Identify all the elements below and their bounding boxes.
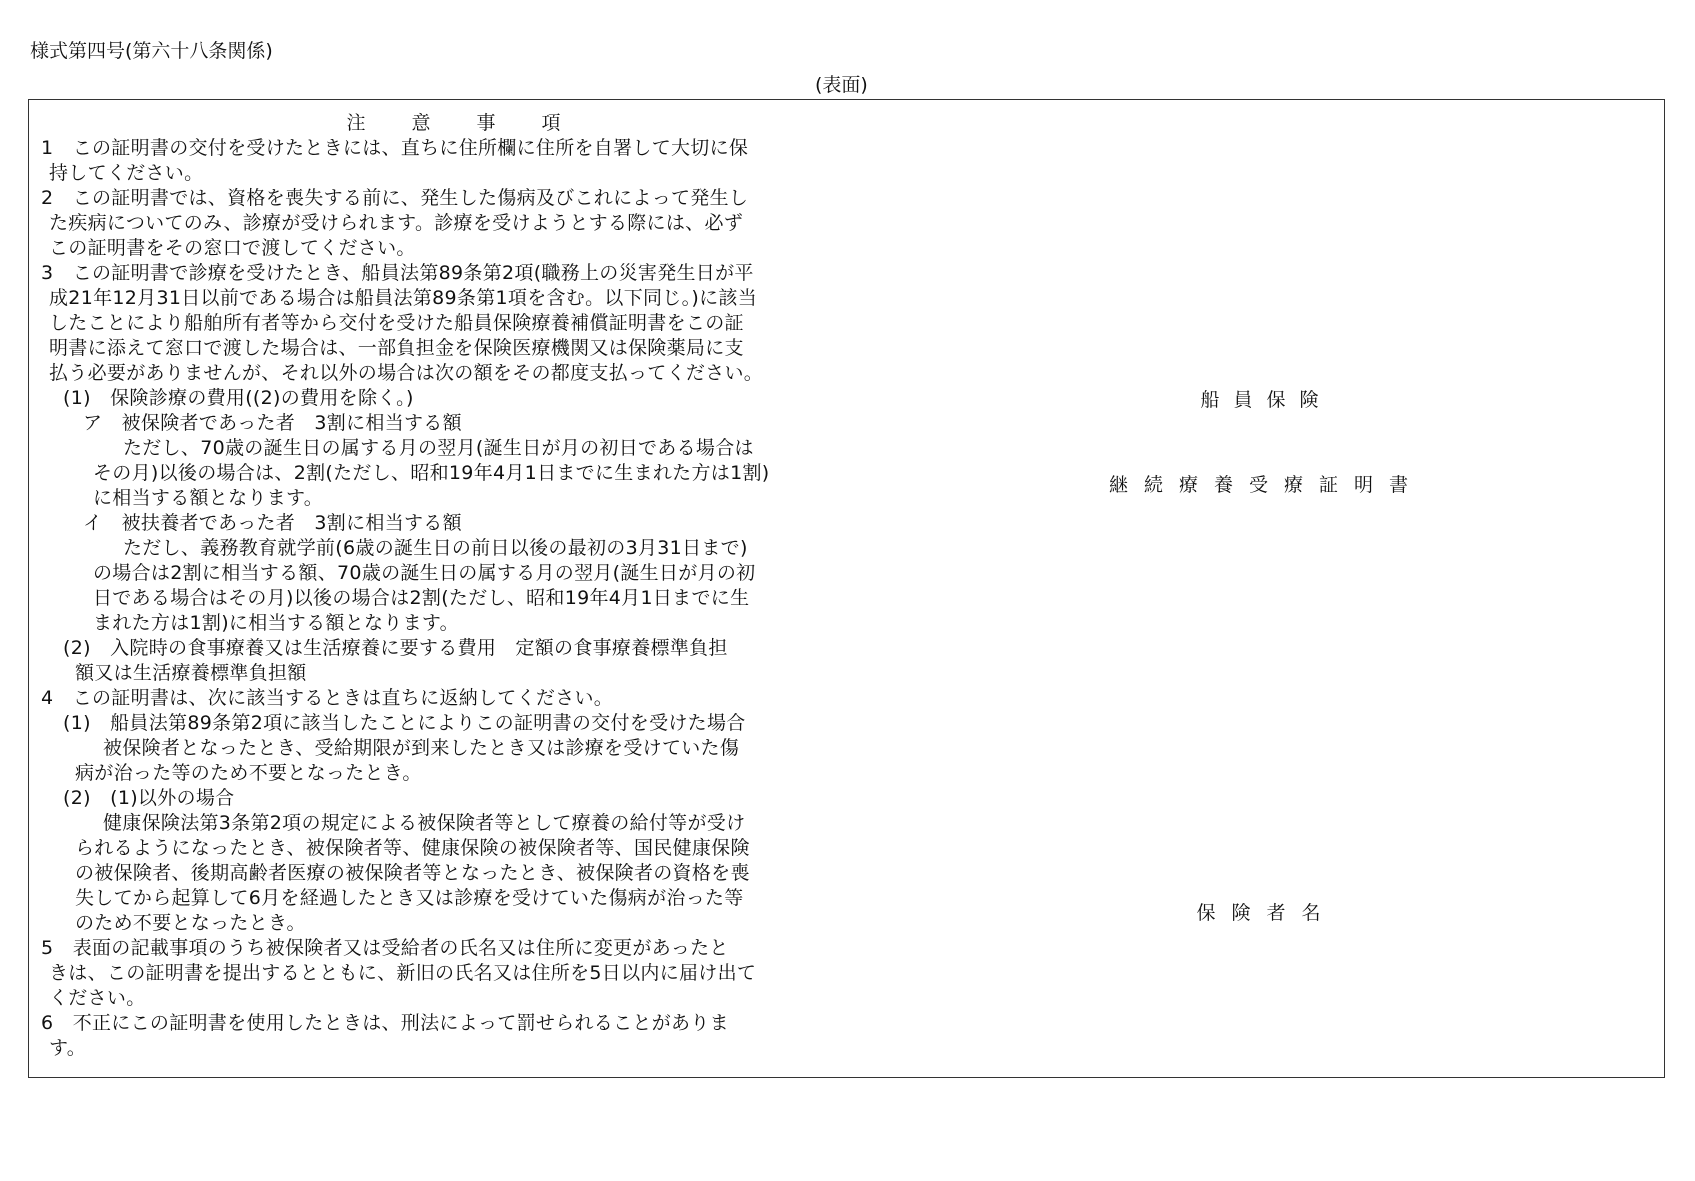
note-line: ただし、70歳の誕生日の属する月の翌月(誕生日が月の初日である場合は — [123, 437, 754, 459]
certificate-frame — [28, 99, 1665, 1078]
note-line: 4 この証明書は、次に該当するときは直ちに返納してください。 — [41, 687, 614, 709]
note-line: (2) 入院時の食事療養又は生活療養に要する費用 定額の食事療養標準負担 — [63, 637, 728, 659]
insurance-type-title: 船員保険 — [1200, 389, 1333, 411]
note-line: きは、この証明書を提出するとともに、新旧の氏名又は住所を5日以内に届け出て — [49, 962, 757, 984]
note-line: まれた方は1割)に相当する額となります。 — [93, 612, 459, 634]
note-line: 失してから起算して6月を経過したとき又は診療を受けていた傷病が治った等 — [75, 887, 744, 909]
note-line: 1 この証明書の交付を受けたときには、直ちに住所欄に住所を自署して大切に保 — [41, 137, 749, 159]
notes-panel — [41, 110, 866, 1061]
note-line: た疾病についてのみ、診療が受けられます。診療を受けようとする際には、必ず — [49, 212, 744, 234]
note-line: に相当する額となります。 — [93, 487, 324, 509]
note-line: の場合は2割に相当する額、70歳の誕生日の属する月の翌月(誕生日が月の初 — [93, 562, 756, 584]
note-line: その月)以後の場合は、2割(ただし、昭和19年4月1日までに生まれた方は1割) — [93, 462, 770, 484]
note-line: この証明書をその窓口で渡してください。 — [49, 237, 416, 259]
note-line: 2 この証明書では、資格を喪失する前に、発生した傷病及びこれによって発生し — [41, 187, 749, 209]
note-line: 持してください。 — [49, 162, 204, 184]
note-line: (1) 保険診療の費用((2)の費用を除く。) — [63, 387, 414, 409]
note-line: (1) 船員法第89条第2項に該当したことによりこの証明書の交付を受けた場合 — [63, 712, 746, 734]
note-line: 健康保険法第3条第2項の規定による被保険者等として療養の給付等が受け — [103, 812, 746, 834]
note-line: ください。 — [49, 987, 146, 1009]
note-line: イ 被扶養者であった者 3割に相当する額 — [83, 512, 462, 534]
note-line: 明書に添えて窓口で渡した場合は、一部負担金を保険医療機関又は保険薬局に支 — [49, 337, 744, 359]
note-line: 払う必要がありませんが、それ以外の場合は次の額をその都度支払ってください。 — [49, 362, 764, 384]
notes-title: 注 意 事 項 — [346, 112, 581, 134]
note-line: の被保険者、後期高齢者医療の被保険者等となったとき、被保険者の資格を喪 — [75, 862, 750, 884]
note-line: 6 不正にこの証明書を使用したときは、刑法によって罰せられることがありま — [41, 1012, 729, 1034]
note-line: したことにより船舶所有者等から交付を受けた船員保険療養補償証明書をこの証 — [49, 312, 744, 334]
note-line: 日である場合はその月)以後の場合は2割(ただし、昭和19年4月1日までに生 — [93, 587, 750, 609]
note-line: ただし、義務教育就学前(6歳の誕生日の前日以後の最初の3月31日まで) — [123, 537, 748, 559]
form-number: 様式第四号(第六十八条関係) — [30, 40, 273, 62]
notes-list — [41, 136, 866, 1061]
note-line: 3 この証明書で診療を受けたとき、船員法第89条第2項(職務上の災害発生日が平 — [41, 262, 754, 284]
note-line: のため不要となったとき。 — [75, 912, 306, 934]
side-label: (表面) — [815, 74, 868, 96]
cover-panel — [869, 100, 1664, 1077]
note-line: 額又は生活療養標準負担額 — [75, 662, 307, 684]
note-line: 5 表面の記載事項のうち被保険者又は受給者の氏名又は住所に変更があったと — [41, 937, 729, 959]
certificate-name-title: 継続療養受療証明書 — [1108, 474, 1424, 496]
note-line: (2) (1)以外の場合 — [63, 787, 235, 809]
note-line: られるようになったとき、被保険者等、健康保険の被保険者等、国民健康保険 — [75, 837, 750, 859]
insurer-name-label: 保険者名 — [1196, 902, 1337, 924]
note-line: ア 被保険者であった者 3割に相当する額 — [83, 412, 462, 434]
note-line: 病が治った等のため不要となったとき。 — [75, 762, 422, 784]
note-line: 成21年12月31日以前である場合は船員法第89条第1項を含む。以下同じ。)に該当 — [49, 287, 758, 309]
note-line: 被保険者となったとき、受給期限が到来したとき又は診療を受けていた傷 — [103, 737, 740, 759]
note-line: す。 — [49, 1037, 87, 1059]
